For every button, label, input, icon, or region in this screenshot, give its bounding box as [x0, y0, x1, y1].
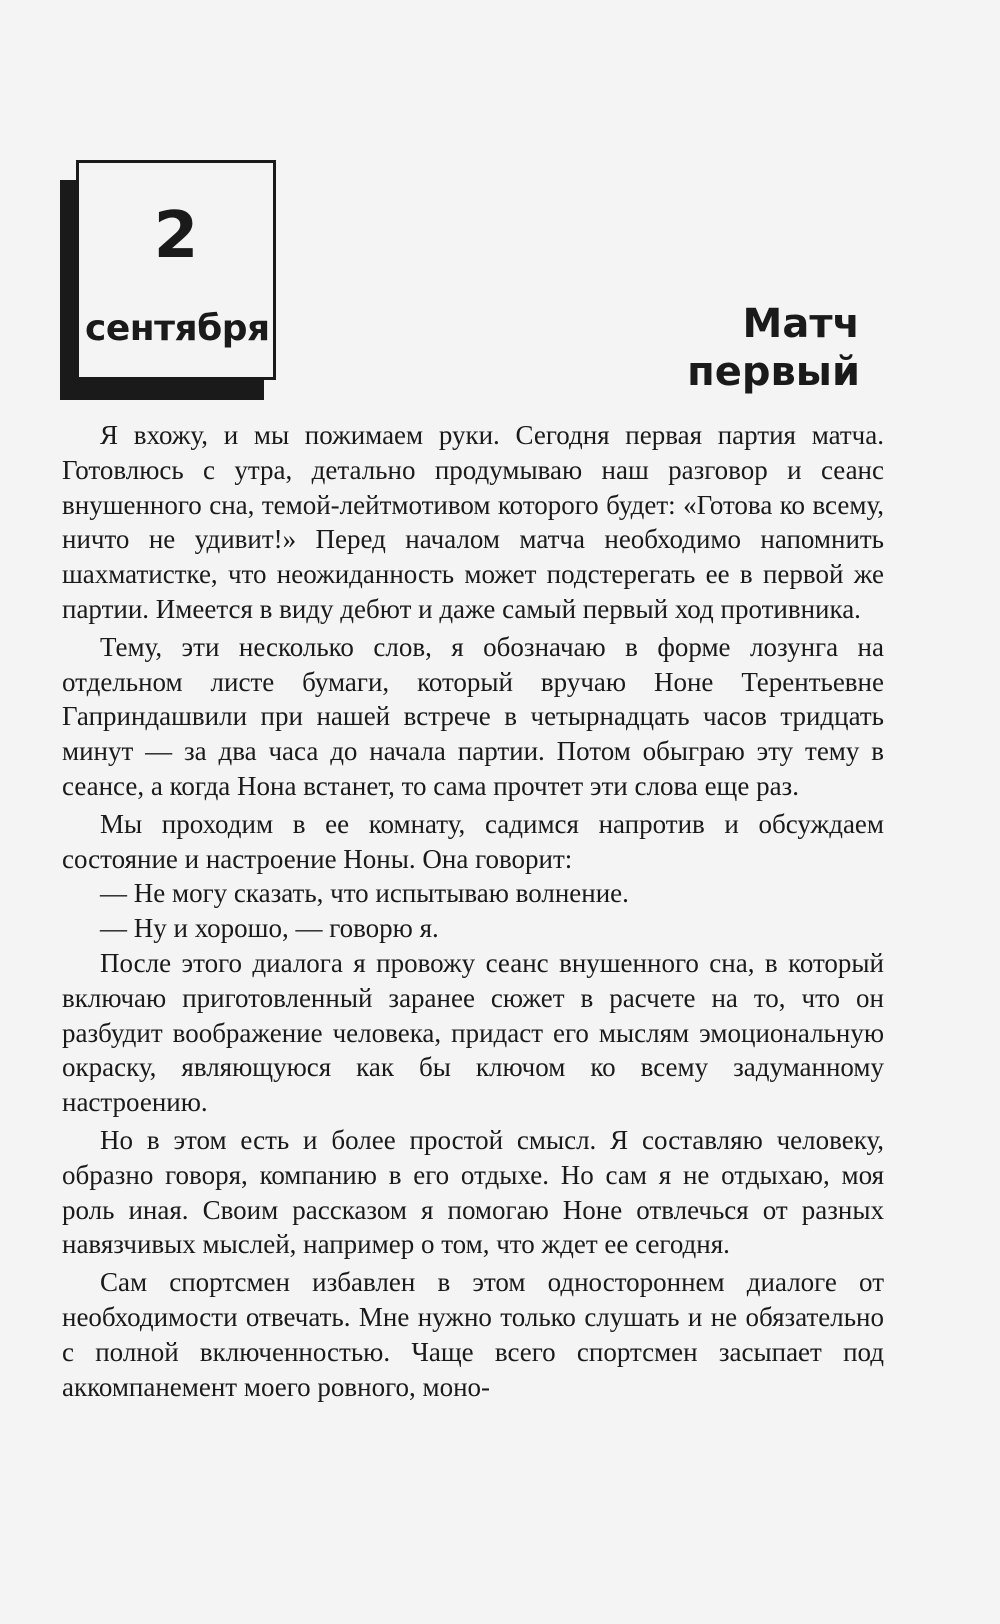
chapter-title-line-1: Матч	[742, 301, 860, 347]
date-box	[76, 160, 276, 380]
paragraph: Мы проходим в ее комнату, садимся напротив и обсуждаем состояние и настроение Ноны. Она говорит:	[62, 808, 884, 874]
paragraph: Тему, эти несколько слов, я обозначаю в форме лозунга на отдельном листе бумаги, который вручаю Ноне Терентьевне Гаприндашвили при нашей встрече в четырнадцать часов тридцать минут — за два часа до начала партии. Потом обыграю эту тему в сеансе, а когда Нона встанет, то сама прочтет эти слова еще раз.	[62, 631, 884, 801]
chapter-date-month: сентября	[85, 308, 270, 349]
dialogue-line: — Не могу сказать, что испытываю волнение.	[100, 878, 629, 909]
body-text	[62, 418, 884, 1404]
chapter-date-block	[60, 160, 280, 400]
paragraph: Я вхожу, и мы пожимаем руки. Сегодня первая партия матча. Готовлюсь с утра, детально продумываю наш разговор и сеанс внушенного сна, темой-лейтмотивом которого будет: «Готова ко всему, ничто не удивит!» Перед началом матча необходимо напомнить шахматистке, что неожиданность может подстерегать ее в первой же партии. Имеется в виду дебют и даже самый первый ход противника.	[62, 420, 884, 624]
paragraph: После этого диалога я провожу сеанс внушенного сна, в который включаю приготовленный заранее сюжет в расчете на то, что он разбудит воображение человека, придаст его мыслям эмоциональную окраску, являющуюся как бы ключом ко всему задуманному настроению.	[62, 947, 884, 1118]
dialogue-line: — Ну и хорошо, — говорю я.	[100, 913, 439, 944]
chapter-title	[687, 300, 860, 396]
chapter-title-line-2: первый	[687, 349, 860, 395]
paragraph: Но в этом есть и более простой смысл. Я составляю человеку, образно говоря, компанию в его отдыхе. Но сам я не отдыхаю, моя роль иная. Своим рассказом я помогаю Ноне отвлечься от разных навязчивых мыслей, например о том, что ждет ее сегодня.	[62, 1124, 884, 1260]
chapter-date-day: 2	[153, 199, 199, 273]
paragraph: Сам спортсмен избавлен в этом одностороннем диалоге от необходимости отвечать. Мне нужно только слушать и не обязательно с полной включенностью. Чаще всего спортсмен засыпает под аккомпанемент моего ровного, моно-	[62, 1267, 884, 1402]
